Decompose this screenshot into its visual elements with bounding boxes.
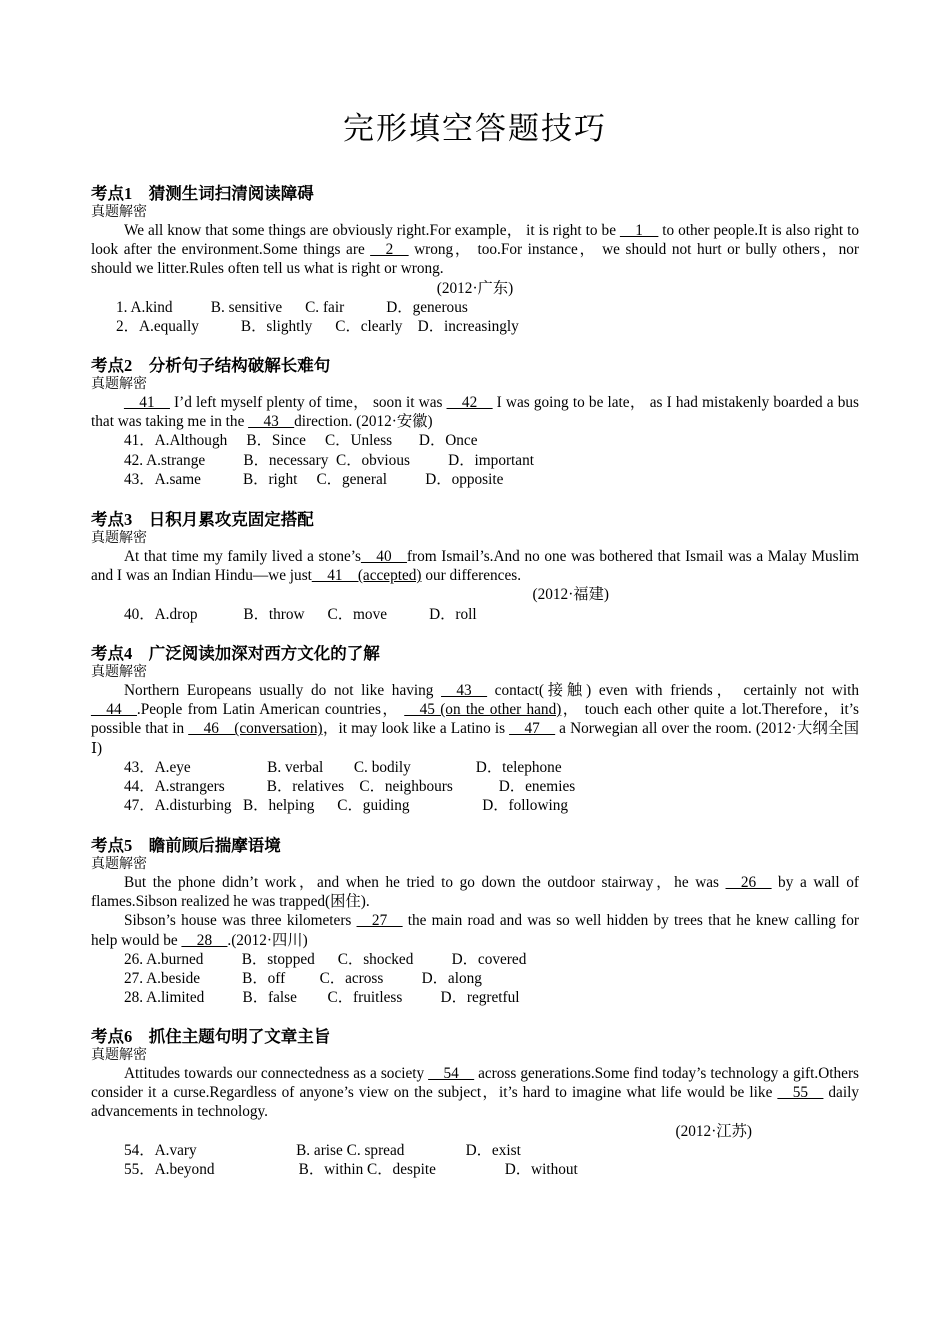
option-line: 47．A.disturbing B．helping C．guiding D．following bbox=[124, 797, 569, 815]
option-line: 40．A.drop B．throw C．move D．roll bbox=[124, 605, 477, 623]
blank: __40__ bbox=[361, 548, 407, 565]
blank: __27__ bbox=[356, 912, 403, 930]
section-subheading: 真题解密 bbox=[91, 664, 147, 680]
blank: __54__ bbox=[428, 1065, 475, 1082]
section-subheading: 真题解密 bbox=[91, 856, 147, 872]
option-line: 43．A.eye B. verbal C. bodily D．telephone bbox=[124, 758, 562, 776]
passage: We all know that some things are obviously right.For example， it is right to be __1__ to other people.It is also right to look after the environment.Some things are __2__ wrong， too.For instance， we should not hurt or bully others，nor should we litter.Rules often tell us what is right or wrong. bbox=[91, 222, 859, 278]
passage: But the phone didn’t work，and when he tried to go down the outdoor stairway，he was __26__ by a wall of flames.Sibson realized he was trapped(困住). bbox=[91, 874, 859, 911]
blank: __44__ bbox=[91, 701, 137, 719]
option-line: 43．A.same B．right C．general D．opposite bbox=[124, 470, 504, 488]
option-line: 41．A.Although B．Since C．Unless D．Once bbox=[124, 432, 478, 450]
option-line: 54．A.vary B. arise C. spread D．exist bbox=[124, 1141, 521, 1159]
option-line: 42. A.strange B．necessary C．obvious D．important bbox=[124, 451, 534, 469]
section-subheading: 真题解密 bbox=[91, 204, 147, 220]
section-6 bbox=[91, 1026, 859, 1179]
blank: __41__(accepted) bbox=[311, 567, 422, 585]
section-2 bbox=[91, 355, 859, 489]
option-line: 2．A.equally B．slightly C．clearly D．increasingly bbox=[116, 318, 519, 336]
section-5 bbox=[91, 835, 859, 1007]
section-3 bbox=[91, 509, 859, 624]
passage: Attitudes towards our connectedness as a society __54__ across generations.Some find today’s technology a gift.Others consider it a curse.Regardless of anyone’s view on the subject，it’s hard to imagine what life would be like __55__ daily advancements in technology. bbox=[91, 1065, 859, 1121]
page-title: 完形填空答题技巧 bbox=[343, 111, 607, 147]
section-heading: 考点1 猜测生词扫清阅读障碍 bbox=[91, 184, 314, 203]
passage: __41__ I’d left myself plenty of time， soon it was __42__ I was going to be late， as I had mistakenly boarded a bus that was taking me in the __43__direction. (2012·安徽) bbox=[91, 394, 859, 431]
option-line: 27. A.beside B．off C．across D．along bbox=[124, 970, 482, 988]
blank: __2__ bbox=[370, 241, 409, 259]
blank: __26__ bbox=[725, 874, 772, 891]
blank: __28__ bbox=[181, 931, 228, 949]
section-heading: 考点4 广泛阅读加深对西方文化的了解 bbox=[91, 644, 380, 663]
blank: __55__ bbox=[777, 1084, 824, 1102]
option-line: 55．A.beyond B．within C．despite D．without bbox=[124, 1161, 578, 1179]
blank: __42__ bbox=[446, 394, 493, 411]
passage: At that time my family lived a stone’s__40__from Ismail’s.And no one was bothered that Ismail was a Malay Muslim and I was an Indian Hindu—we just__41__(accepted) our differences. bbox=[91, 548, 859, 585]
passage: Sibson’s house was three kilometers __27__ the main road and was so well hidden by trees that he knew calling for help would be __28__.(2012·四川) bbox=[91, 912, 859, 949]
passage: Northern Europeans usually do not like having __43__ contact(接触) even with friends， certainly not with __44__.People from Latin American countries， __45 (on the other hand)， touch each other quite a lot.Therefore，it’s possible that in __46__(conversation)，it may look like a Latino is __47__ a Norwegian all over the room. (2012·大纲全国Ⅰ) bbox=[91, 682, 859, 757]
section-subheading: 真题解密 bbox=[91, 376, 147, 392]
section-heading: 考点5 瞻前顾后揣摩语境 bbox=[91, 836, 281, 855]
option-line: 1. A.kind B. sensitive C. fair D．generous bbox=[116, 298, 468, 316]
section-subheading: 真题解密 bbox=[91, 530, 147, 546]
blank: __43__ bbox=[441, 682, 487, 699]
section-1 bbox=[91, 183, 859, 336]
option-line: 26. A.burned B．stopped C．shocked D．covered bbox=[124, 950, 527, 968]
section-heading: 考点6 抓住主题句明了文章主旨 bbox=[91, 1027, 331, 1046]
source-citation: (2012·福建) bbox=[532, 586, 609, 604]
source-citation: (2012·江苏) bbox=[675, 1122, 752, 1140]
option-line: 28. A.limited B．false C．fruitless D．regretful bbox=[124, 989, 520, 1007]
blank: __45 (on the other hand) bbox=[404, 701, 562, 719]
blank: __46__(conversation) bbox=[188, 720, 323, 738]
blank: __41__ bbox=[124, 394, 170, 411]
section-subheading: 真题解密 bbox=[91, 1047, 147, 1063]
blank: __43__ bbox=[248, 413, 295, 431]
source-citation: (2012·广东) bbox=[436, 279, 514, 297]
section-4 bbox=[91, 643, 859, 815]
section-heading: 考点2 分析句子结构破解长难句 bbox=[91, 356, 331, 375]
section-heading: 考点3 日积月累攻克固定搭配 bbox=[91, 510, 314, 529]
blank: __47__ bbox=[509, 720, 556, 738]
blank: __1__ bbox=[619, 222, 659, 239]
option-line: 44．A.strangers B．relatives C．neighbours D．enemies bbox=[124, 778, 576, 796]
